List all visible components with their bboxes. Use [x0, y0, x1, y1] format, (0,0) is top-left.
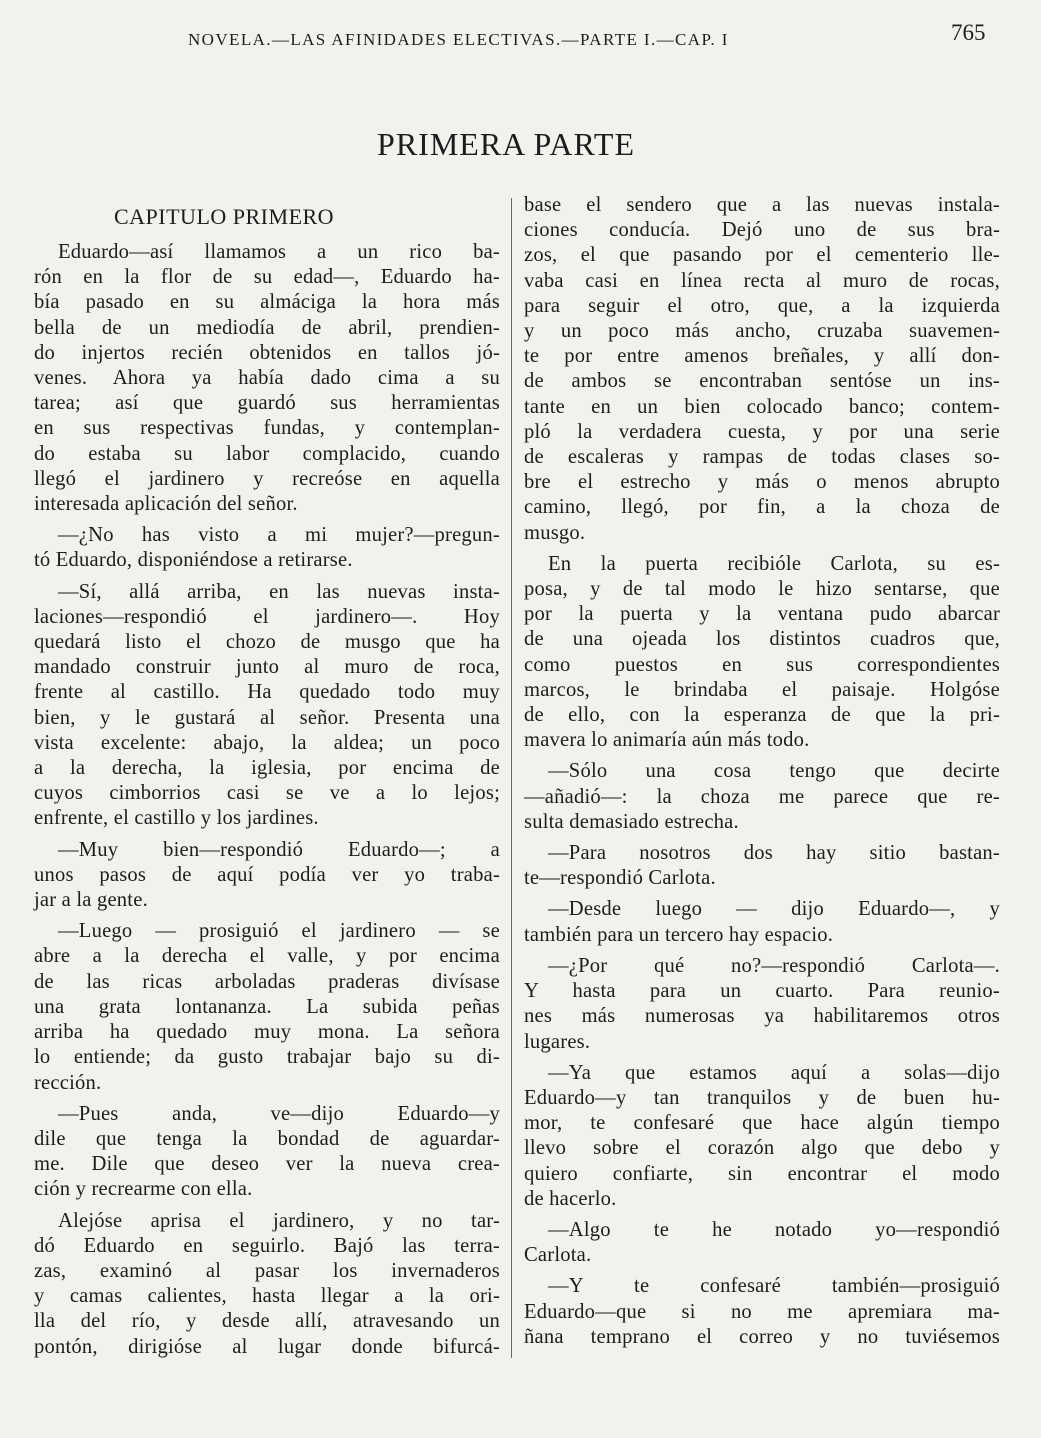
- text-line: rección.: [34, 1071, 102, 1094]
- text-line: Alejóse aprisa el jardinero, y no tar-: [58, 1209, 500, 1232]
- text-line: jar a la gente.: [34, 889, 148, 912]
- text-line: vaba casi en línea recta al muro de rocas,: [524, 269, 1000, 292]
- paragraph: [524, 841, 1000, 891]
- text-line: y camas calientes, hasta llegar a la ori-: [34, 1285, 500, 1308]
- paragraph: [524, 1218, 1000, 1268]
- paragraph: [34, 919, 500, 1095]
- text-line: a la derecha, la iglesia, por encima de: [34, 757, 500, 780]
- text-line: mor, te confesaré que hace algún tiempo: [524, 1112, 1000, 1135]
- paragraph: [524, 1061, 1000, 1212]
- text-line: —¿No has visto a mi mujer?—pregun-: [58, 524, 500, 547]
- text-line: musgo.: [524, 521, 586, 544]
- text-line: ñana temprano el correo y no tuviésemos: [524, 1325, 1000, 1348]
- text-line: laciones—respondió el jardinero—. Hoy: [34, 605, 500, 628]
- text-line: base el sendero que a las nuevas instala-: [524, 194, 1000, 216]
- text-line: en sus respectivas fundas, y contemplan-: [34, 417, 500, 440]
- text-line: bía pasado en su almáciga la hora más: [34, 291, 500, 314]
- chapter-title: CAPITULO PRIMERO: [114, 204, 335, 229]
- text-line: frente al castillo. Ha quedado todo muy: [34, 681, 500, 704]
- text-line: bella de un mediodía de abril, prendien-: [34, 316, 500, 339]
- text-line: do estaba su labor complacido, cuando: [34, 442, 500, 465]
- text-line: llevo sobre el corazón algo que debo y: [524, 1137, 1000, 1160]
- left-column-text: [34, 240, 500, 1360]
- text-line: En la puerta recibióle Carlota, su es-: [548, 552, 1000, 575]
- text-line: también para un tercero hay espacio.: [524, 923, 834, 946]
- text-line: rón en la flor de su edad—, Eduardo ha-: [34, 266, 500, 289]
- text-line: como puestos en sus correspondientes: [524, 653, 1000, 676]
- text-line: Eduardo—que si no me apremiara ma-: [524, 1300, 1000, 1323]
- text-line: abre a la derecha el valle, y por encima: [34, 945, 500, 968]
- text-line: zas, examinó al pasar los invernaderos: [34, 1259, 500, 1282]
- text-line: y un poco más ancho, cruzaba suavemen-: [524, 320, 1000, 343]
- text-line: posa, y de tal modo le hizo sentarse, que: [524, 578, 1000, 601]
- text-line: bien, y le gustará al señor. Presenta una: [34, 706, 500, 729]
- text-line: unos pasos de aquí podía ver yo traba-: [34, 863, 500, 886]
- text-line: de las ricas arboladas praderas divísase: [34, 970, 500, 993]
- paragraph: [34, 1209, 500, 1360]
- text-line: dó Eduardo en seguirlo. Bajó las terra-: [34, 1234, 500, 1257]
- text-line: do injertos recién obtenidos en tallos jó-: [34, 341, 500, 364]
- text-line: —Para nosotros dos hay sitio bastan-: [548, 842, 1000, 865]
- running-head: NOVELA.—LAS AFINIDADES ELECTIVAS.—PARTE I.—CAP. I: [188, 30, 729, 49]
- text-line: —¿Por qué no?—respondió Carlota—.: [548, 954, 1000, 977]
- text-line: cuyos cimborrios casi se ve a lo lejos;: [34, 782, 500, 805]
- text-line: dile que tenga la bondad de aguardar-: [34, 1127, 500, 1150]
- right-column: [524, 193, 1000, 1350]
- text-line: Eduardo—y tan tranquilos y de buen hu-: [524, 1086, 1000, 1109]
- text-line: te—respondió Carlota.: [524, 867, 716, 890]
- text-line: tó Eduardo, disponiéndose a retirarse.: [34, 549, 353, 572]
- text-line: enfrente, el castillo y los jardines.: [34, 807, 319, 830]
- text-line: sulta demasiado estrecha.: [524, 810, 739, 833]
- text-line: bre el estrecho y más o menos abrupto: [524, 471, 1000, 494]
- text-line: marcos, le brindaba el paisaje. Holgóse: [524, 678, 1000, 701]
- text-line: venes. Ahora ya había dado cima a su: [34, 367, 500, 390]
- text-line: —Algo te he notado yo—respondió: [548, 1218, 1000, 1241]
- text-line: interesada aplicación del señor.: [34, 493, 298, 516]
- text-line: —añadió—: la choza me parece que re-: [524, 785, 1000, 808]
- text-line: te por entre amenos breñales, y allí don-: [524, 345, 1000, 368]
- paragraph: [34, 240, 500, 517]
- paragraph: [524, 193, 1000, 546]
- text-line: ciones conducía. Dejó uno de sus bra-: [524, 219, 1000, 242]
- right-column-text: [524, 193, 1000, 1350]
- text-line: de ello, con la esperanza de que la pri-: [524, 704, 1000, 727]
- text-line: ción y recrearme con ella.: [34, 1178, 253, 1201]
- text-line: pontón, dirigióse al lugar donde bifurcá-: [34, 1335, 500, 1358]
- text-line: llegó el jardinero y recreóse en aquella: [34, 467, 500, 490]
- text-line: —Y te confesaré también—prosiguió: [548, 1275, 1000, 1298]
- paragraph: [524, 897, 1000, 947]
- paragraph: [34, 838, 500, 914]
- text-line: —Sólo una cosa tengo que decirte: [548, 760, 1000, 783]
- text-line: camino, llegó, por fin, a la choza de: [524, 496, 1000, 519]
- paragraph: [34, 523, 500, 573]
- text-line: zos, el que pasando por el cementerio lle-: [524, 244, 1000, 267]
- paragraph: [34, 1102, 500, 1203]
- text-line: —Ya que estamos aquí a solas—dijo: [548, 1061, 1000, 1084]
- page-number: 765: [951, 20, 986, 45]
- text-line: lo entiende; da gusto trabajar bajo su di-: [34, 1046, 500, 1069]
- text-line: para seguir el otro, que, a la izquierda: [524, 294, 1000, 317]
- text-line: me. Dile que deseo ver la nueva crea-: [34, 1153, 500, 1176]
- paragraph: [524, 759, 1000, 835]
- text-line: lla del río, y desde allí, atravesando un: [34, 1310, 500, 1333]
- part-title: PRIMERA PARTE: [377, 126, 635, 162]
- text-line: de hacerlo.: [524, 1187, 617, 1210]
- column-divider: [511, 198, 512, 1358]
- text-line: —Pues anda, ve—dijo Eduardo—y: [58, 1102, 500, 1125]
- text-line: de ambos se encontraban sentóse un ins-: [524, 370, 1000, 393]
- text-line: Eduardo—así llamamos a un rico ba-: [58, 241, 500, 263]
- paragraph: [524, 552, 1000, 754]
- text-line: pló la verdadera cuesta, y por una serie: [524, 420, 1000, 443]
- text-line: por la puerta y la ventana pudo abarcar: [524, 603, 1000, 626]
- text-line: —Luego — prosiguió el jardinero — se: [58, 920, 500, 943]
- text-line: de una ojeada los distintos cuadros que,: [524, 628, 1000, 651]
- paragraph: [524, 954, 1000, 1055]
- text-line: —Muy bien—respondió Eduardo—; a: [58, 838, 500, 861]
- text-line: vista excelente: abajo, la aldea; un poco: [34, 731, 500, 754]
- paragraph: [34, 580, 500, 832]
- text-line: quedará listo el chozo de musgo que ha: [34, 631, 500, 654]
- text-line: tarea; así que guardó sus herramientas: [34, 392, 500, 415]
- text-line: mavera lo animaría aún más todo.: [524, 729, 810, 752]
- text-line: tante en un bien colocado banco; contem-: [524, 395, 1000, 418]
- text-line: —Desde luego — dijo Eduardo—, y: [548, 898, 1000, 921]
- text-line: de escaleras y rampas de todas clases so-: [524, 446, 1000, 469]
- text-line: nes más numerosas ya habilitaremos otros: [524, 1005, 1000, 1028]
- paragraph: [524, 1274, 1000, 1350]
- text-line: mandado construir junto al muro de roca,: [34, 656, 500, 679]
- text-line: arriba ha quedado muy mona. La señora: [34, 1021, 500, 1044]
- text-line: Y hasta para un cuarto. Para reunio-: [524, 980, 1000, 1003]
- text-line: Carlota.: [524, 1244, 592, 1267]
- text-line: lugares.: [524, 1030, 591, 1053]
- left-column: [34, 198, 500, 1360]
- text-line: —Sí, allá arriba, en las nuevas insta-: [58, 580, 500, 603]
- text-line: quiero confiarte, sin encontrar el modo: [524, 1162, 1000, 1185]
- text-line: una grata lontananza. La subida peñas: [34, 995, 500, 1018]
